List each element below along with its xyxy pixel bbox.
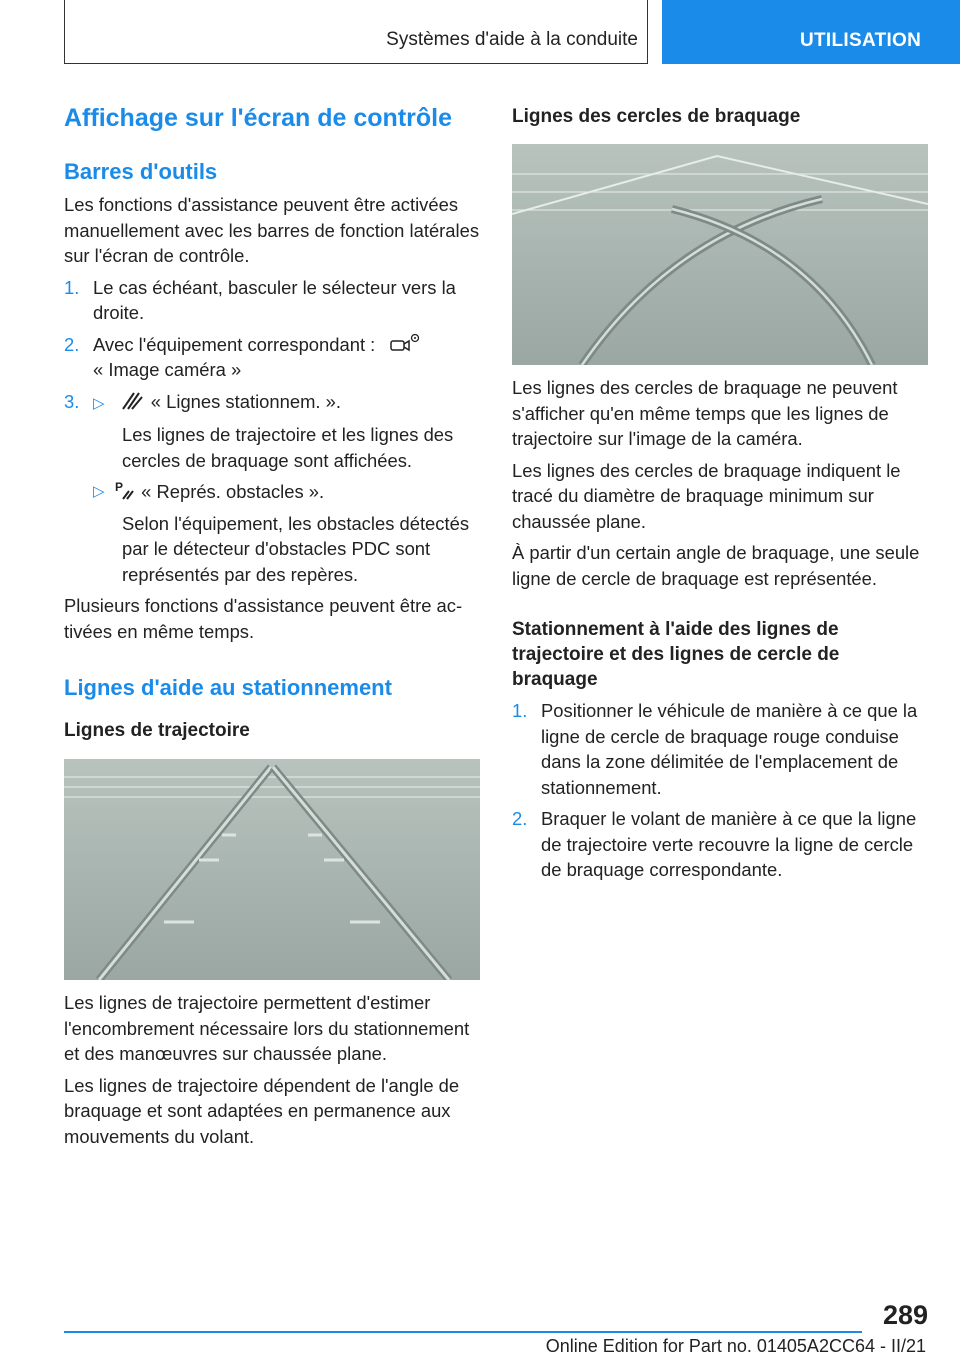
list-item xyxy=(64,275,480,326)
camera-settings-icon xyxy=(388,332,422,354)
page-title: Affichage sur l'écran de contrôle xyxy=(64,104,452,132)
step-text: Positionner le véhicule de manière à ce que la ligne de cercle de braquage rouge conduise dans la zone délimitée de l'emplacement de stationnement. xyxy=(541,700,918,798)
heading-parking-lines: Lignes d'aide au stationnement xyxy=(64,675,392,700)
list-item xyxy=(64,332,480,383)
paragraph-toolbars: Les fonctions d'assistance peuvent être activées manuellement avec les barres de fonction latérales sur l'écran de contrôle. xyxy=(64,194,480,266)
page-number: 289 xyxy=(882,1300,928,1330)
list-item xyxy=(64,389,480,417)
step-number: 2. xyxy=(512,808,528,829)
step-text-b: « Image caméra » xyxy=(93,359,242,380)
list-item xyxy=(512,698,928,800)
sub-step-label: « Représ. obstacles ». xyxy=(141,481,325,502)
step-number: 1. xyxy=(64,276,80,298)
step-text: Braquer le volant de manière à ce que la ligne de trajectoire verte recouvre la ligne de cercle de braquage correspondante. xyxy=(541,808,917,880)
step-number: 3. xyxy=(64,390,80,412)
sub-step-description: Les lignes de trajectoire et les lignes des cercles de braquage sont affichées. xyxy=(122,424,454,471)
edition-footer: Online Edition for Part no. 01405A2CC64 - II/21 xyxy=(545,1336,926,1356)
paragraph-circles-3: À partir d'un certain angle de braquage, une seule ligne de cercle de braquage est représentée. xyxy=(512,542,920,589)
step-number: 1. xyxy=(512,700,528,721)
heading-toolbars: Barres d'outils xyxy=(64,159,218,184)
sub-step-label: « Lignes stationnem. ». xyxy=(150,390,341,412)
paragraph-multi: Plusieurs fonctions d'assistance peuvent être activées en même temps. xyxy=(64,595,463,642)
sub-list-item xyxy=(64,479,480,505)
left-column xyxy=(64,100,480,1149)
paragraph-trajectory-2: Les lignes de trajectoire dépendent de l'angle de braquage et sont adaptées en permanence aux mouvements du volant. xyxy=(64,1074,460,1147)
parking-lines-icon xyxy=(120,389,146,411)
step-text: Le cas échéant, basculer le sélecteur vers la droite. xyxy=(93,276,456,323)
right-column xyxy=(512,100,928,883)
footer-divider xyxy=(64,1331,862,1333)
paragraph-circles-2: Les lignes des cercles de braquage indiquent le tracé du diamètre de braquage minimum sur chaussée plane. xyxy=(512,459,901,532)
turning-circle-lines-image xyxy=(512,144,928,365)
step-text: Avec l'équipement correspondant : xyxy=(93,333,376,355)
paragraph-circles-1: Les lignes des cercles de braquage ne peuvent s'afficher qu'en même temps que les lignes de trajectoire sur l'image de la caméra. xyxy=(512,377,898,449)
header-tab[interactable] xyxy=(662,0,960,64)
header-tab-label: UTILISATION xyxy=(800,30,922,51)
sub-step-description: Selon l'équipement, les obstacles détectés par le détecteur d'obstacles PDC sont représentés par des repères. xyxy=(122,512,470,585)
heading-trajectory: Lignes de trajectoire xyxy=(64,720,250,741)
heading-turning-circles: Lignes des cercles de braquage xyxy=(512,106,801,127)
obstacle-display-icon xyxy=(114,479,136,501)
paragraph-trajectory-1: Les lignes de trajectoire permettent d'estimer l'encombrement nécessaire lors du stationnement et des manœuvres sur chaussée plane. xyxy=(64,992,470,1064)
step-number: 2. xyxy=(64,333,80,355)
heading-parking-procedure: Stationnement à l'aide des lignes de trajectoire et des lignes de cercle de braquage xyxy=(512,619,840,690)
triangle-bullet-icon: ▷ xyxy=(93,483,105,500)
header-section-title: Systèmes d'aide à la conduite xyxy=(386,29,638,50)
list-item xyxy=(512,806,928,883)
svg-text:P: P xyxy=(115,480,124,494)
trajectory-lines-image xyxy=(64,759,480,980)
triangle-bullet-icon: ▷ xyxy=(93,394,105,412)
